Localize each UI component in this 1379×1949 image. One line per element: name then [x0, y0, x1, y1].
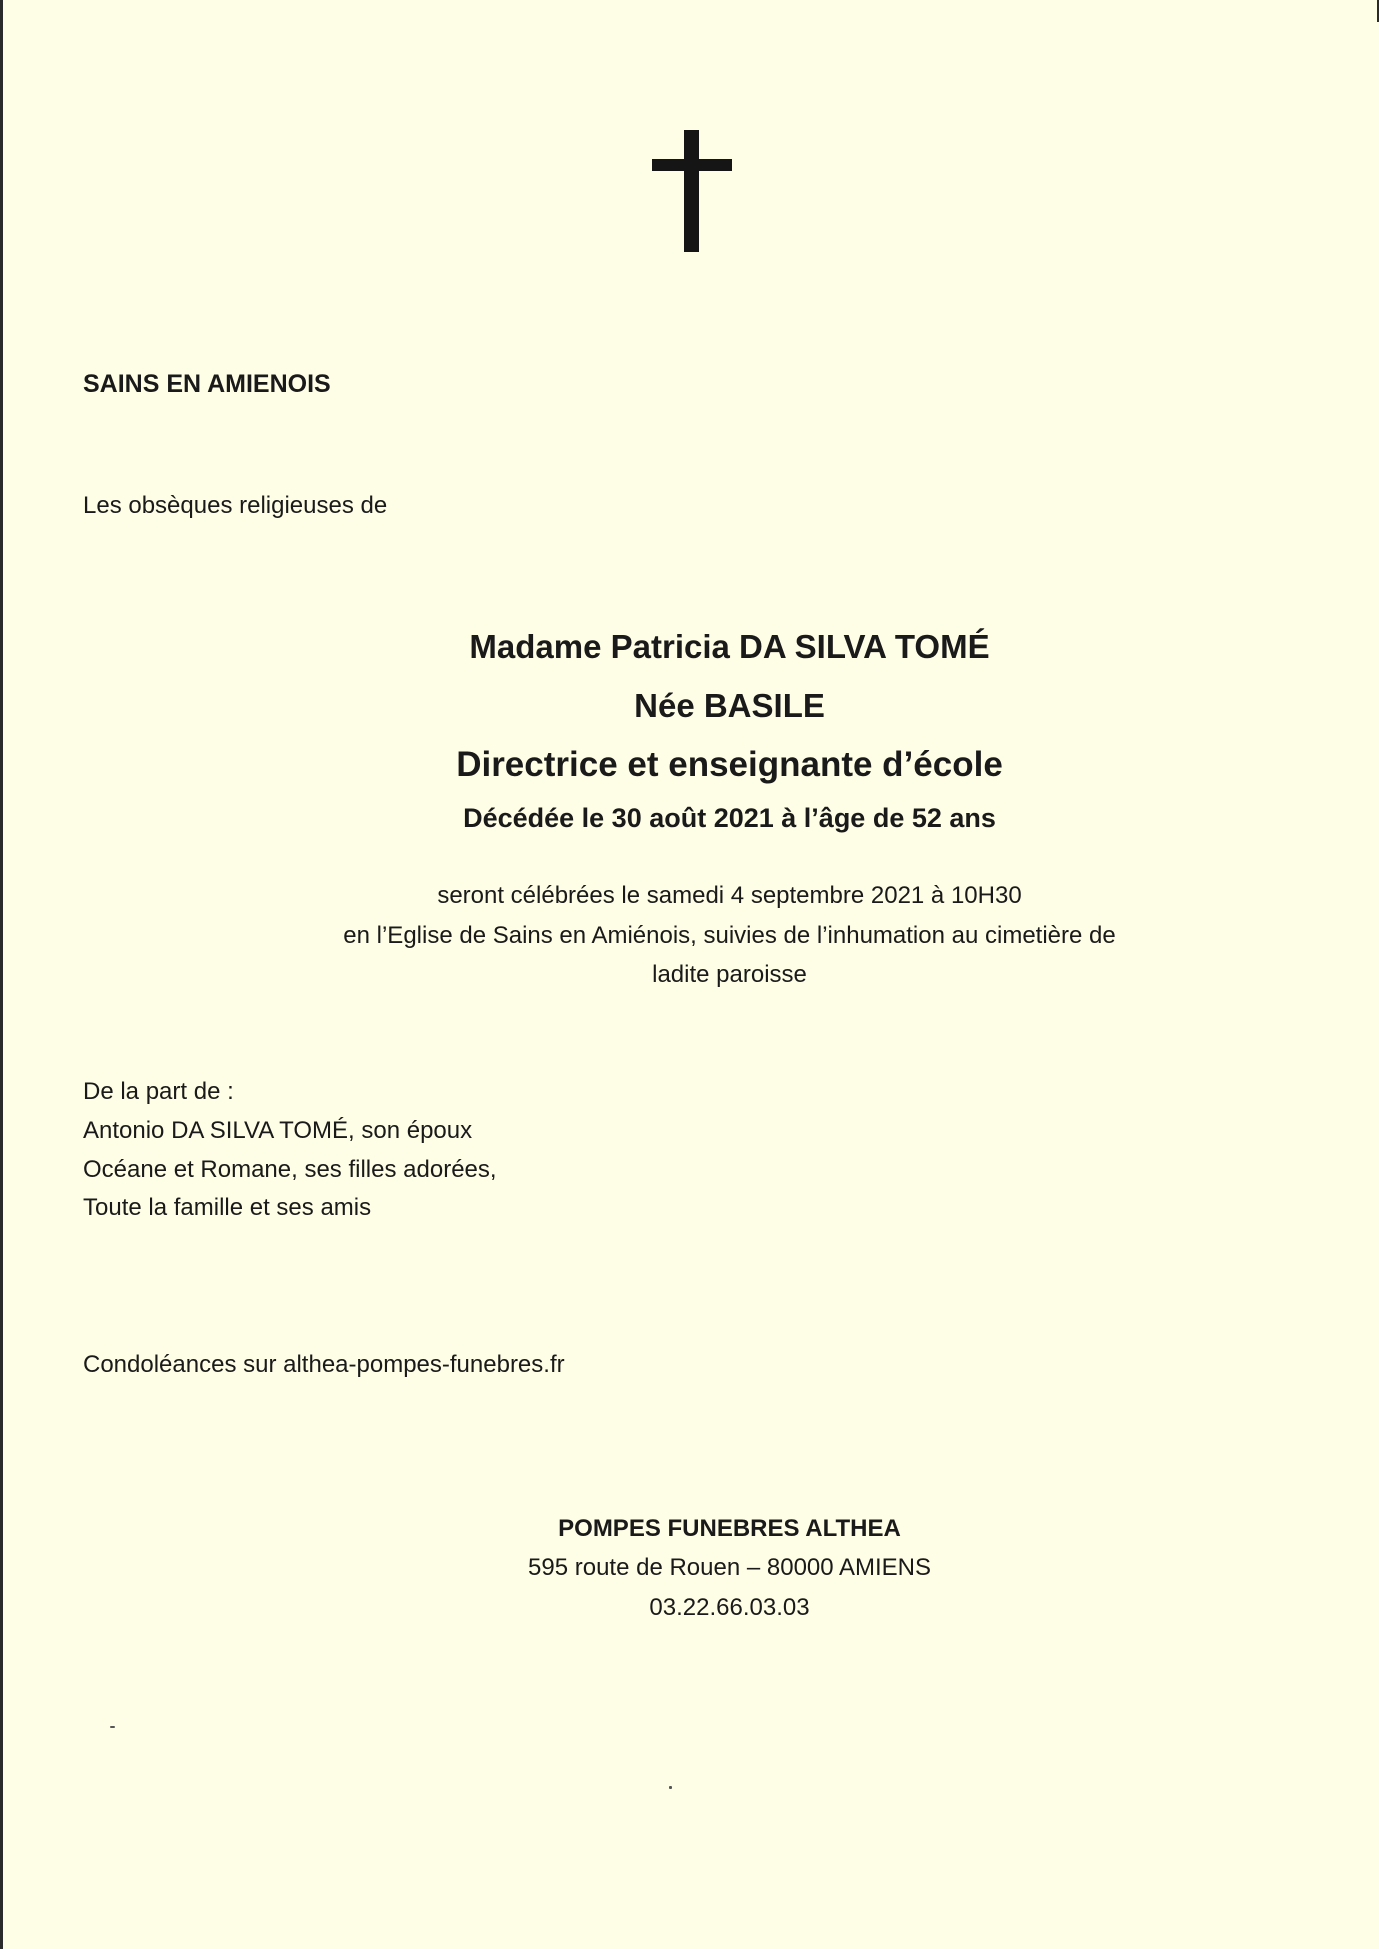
- deceased-birth-name: Née BASILE: [634, 687, 825, 724]
- deceased-death: Décédée le 30 août 2021 à l’âge de 52 ans: [463, 803, 996, 833]
- ceremony-line-3: ladite paroisse: [652, 961, 807, 988]
- family-heading: De la part de :: [83, 1078, 234, 1105]
- family-member: Antonio DA SILVA TOMÉ, son époux: [83, 1117, 473, 1144]
- location-heading: SAINS EN AMIENOIS: [83, 370, 331, 398]
- ceremony-line-2: en l’Eglise de Sains en Amiénois, suivies de l’inhumation au cimetière de: [343, 922, 1116, 949]
- deceased-profession: Directrice et enseignante d’école: [456, 745, 1003, 784]
- scan-speck: [669, 1786, 672, 1789]
- family-member: Toute la famille et ses amis: [83, 1194, 372, 1221]
- funeral-home-phone: 03.22.66.03.03: [649, 1594, 810, 1621]
- family-member: Océane et Romane, ses filles adorées,: [83, 1156, 497, 1183]
- funeral-home-name: POMPES FUNEBRES ALTHEA: [558, 1515, 901, 1542]
- ceremony-line-1: seront célébrées le samedi 4 septembre 2021 à 10H30: [437, 882, 1022, 909]
- condolences-text: Condoléances sur althea-pompes-funebres.fr: [83, 1351, 565, 1378]
- funeral-home-address: 595 route de Rouen – 80000 AMIENS: [528, 1554, 931, 1581]
- deceased-name: Madame Patricia DA SILVA TOMÉ: [469, 628, 990, 665]
- scan-edge-left: [0, 0, 3, 1949]
- cross-icon: [652, 130, 732, 252]
- scan-speck: [110, 1726, 115, 1728]
- intro-text: Les obsèques religieuses de: [83, 492, 388, 519]
